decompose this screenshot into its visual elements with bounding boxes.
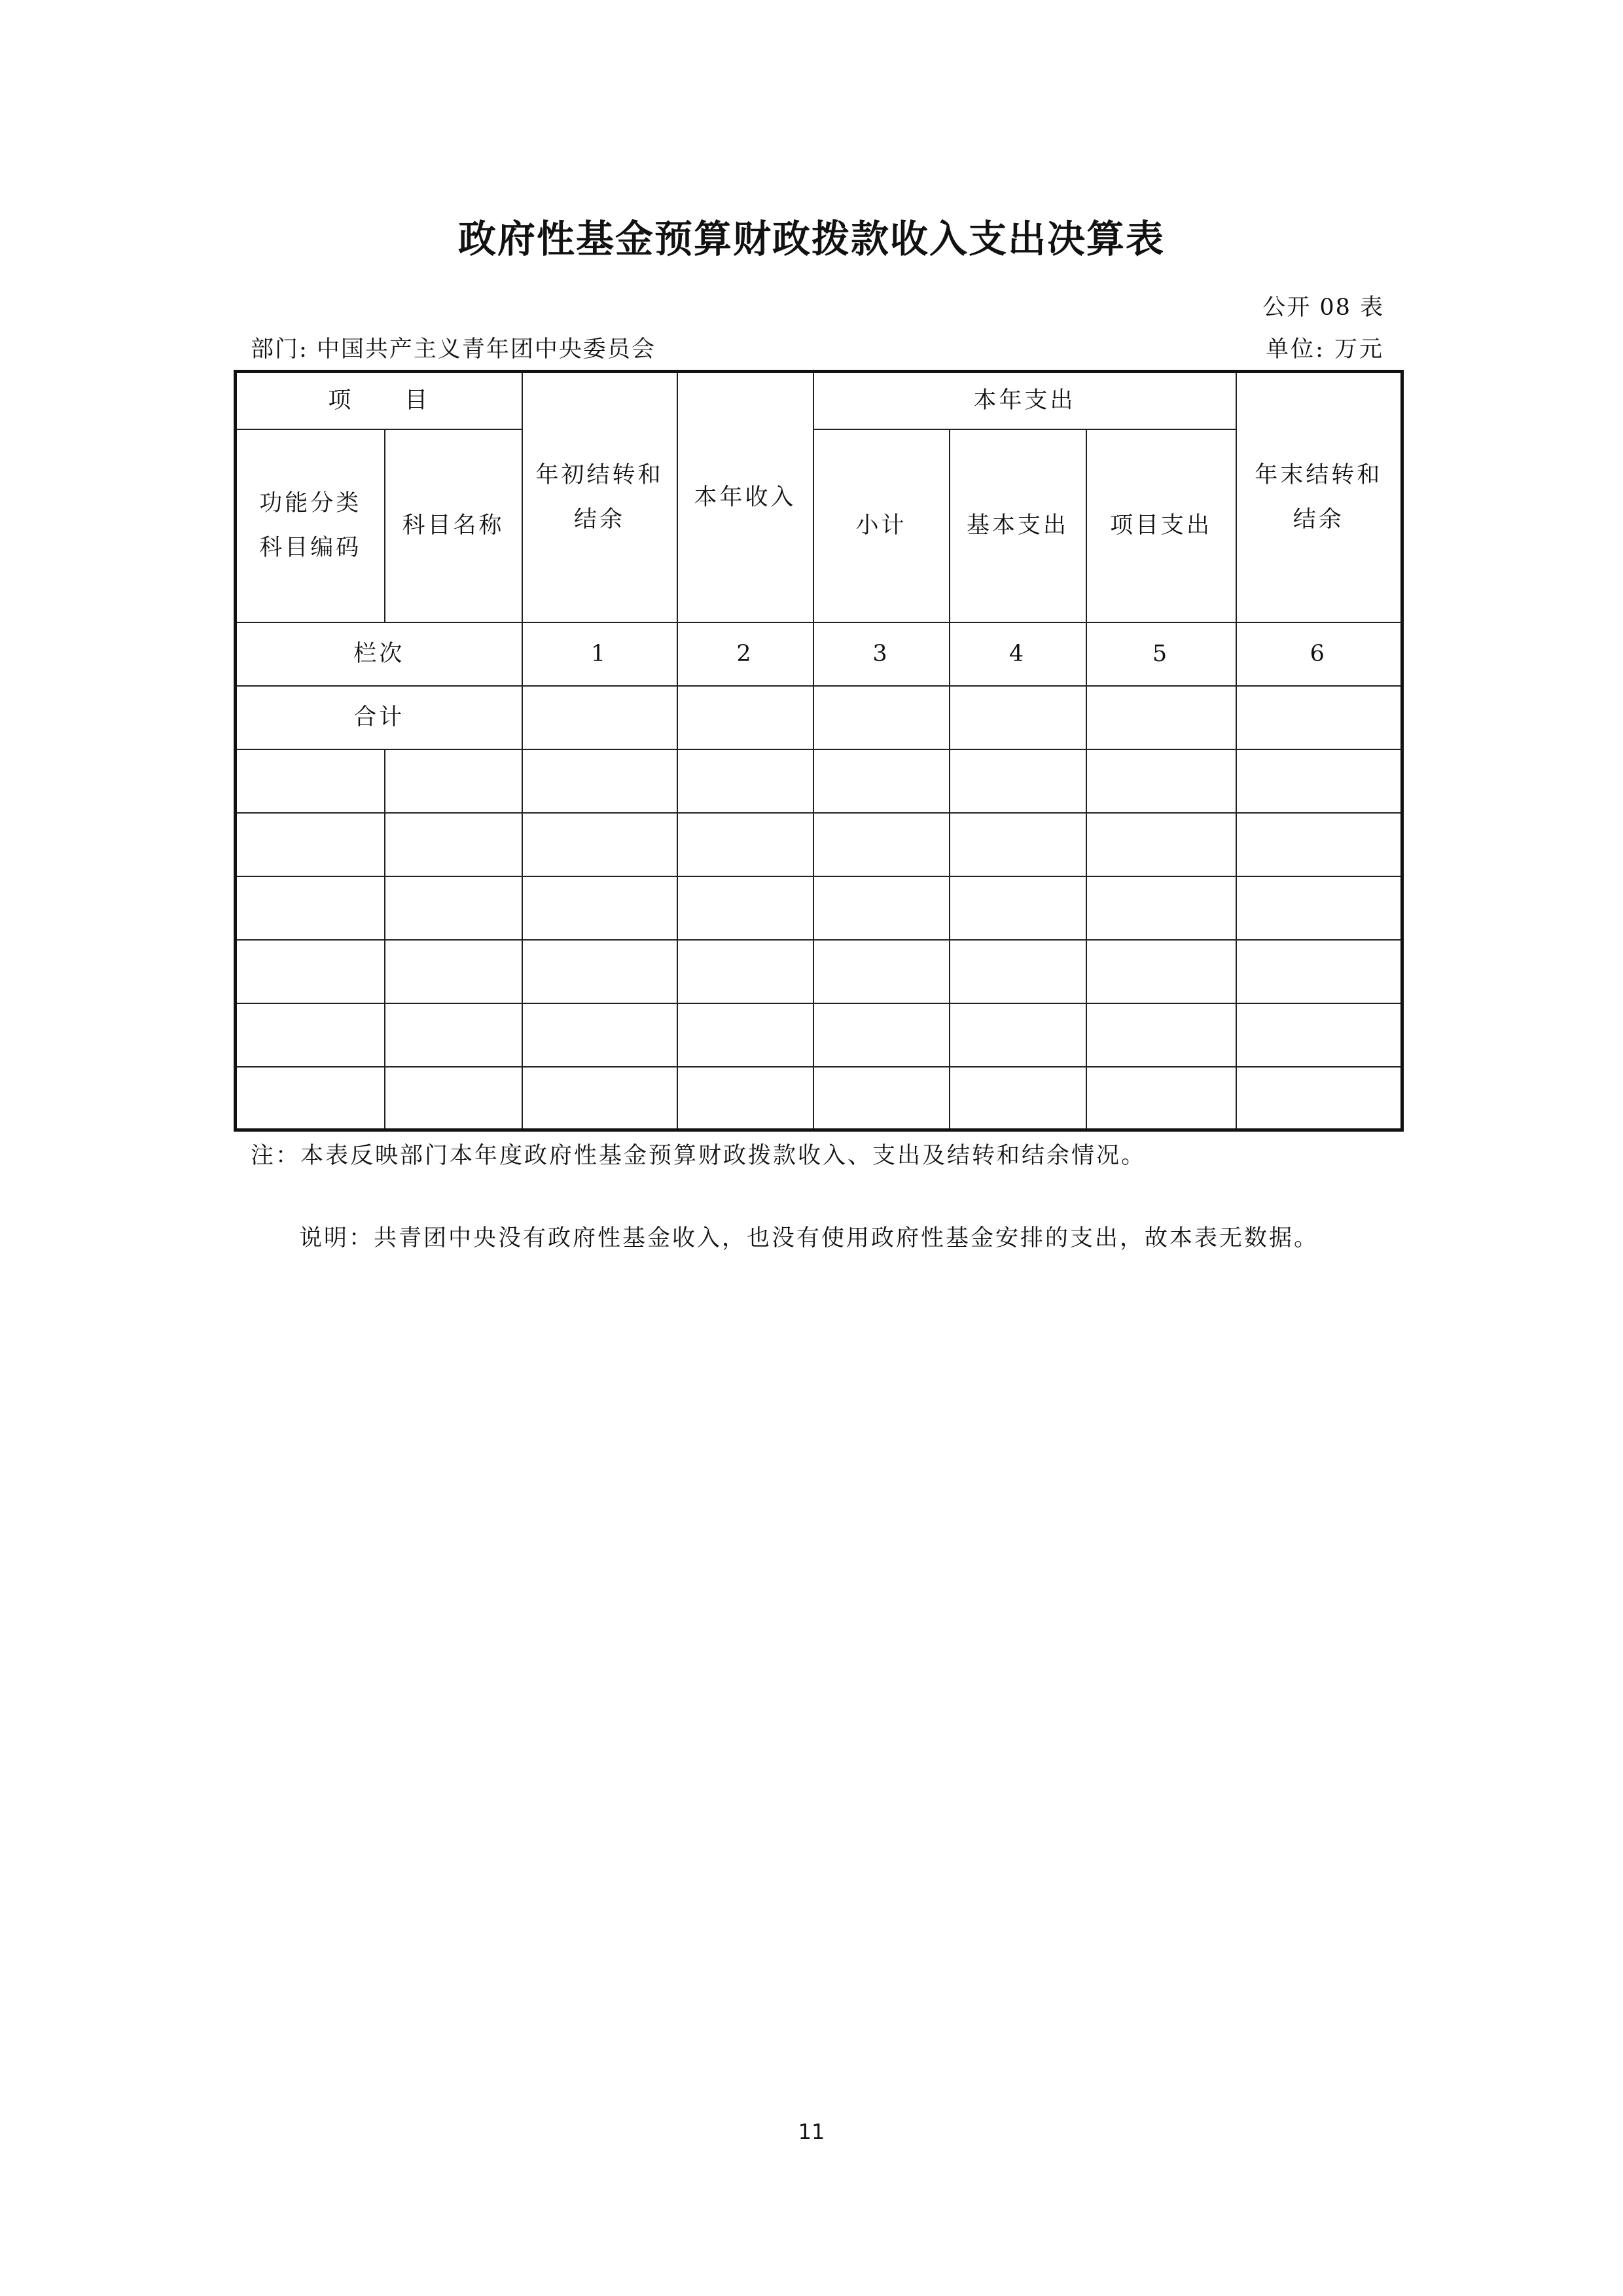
table-cell xyxy=(522,813,677,876)
table-cell xyxy=(677,813,813,876)
table-cell xyxy=(813,940,950,1003)
header-basic-expense: 基本支出 xyxy=(950,429,1086,622)
column-number-6: 6 xyxy=(1236,622,1402,686)
table-cell xyxy=(236,1003,385,1067)
table-cell xyxy=(522,1003,677,1067)
total-cell xyxy=(1236,686,1402,749)
table-cell xyxy=(522,1067,677,1130)
table-row xyxy=(236,940,1402,1003)
total-label: 合计 xyxy=(236,686,522,749)
header-annual-expense: 本年支出 xyxy=(813,372,1236,429)
table-row xyxy=(236,1003,1402,1067)
table-row xyxy=(236,1067,1402,1130)
table-cell xyxy=(950,940,1086,1003)
table-cell xyxy=(813,1067,950,1130)
table-cell xyxy=(950,876,1086,940)
column-number-2: 2 xyxy=(677,622,813,686)
total-cell xyxy=(950,686,1086,749)
header-closing-balance: 年末结转和 结余 xyxy=(1236,372,1402,622)
table-cell xyxy=(385,876,522,940)
header-item: 项 目 xyxy=(236,372,522,429)
table-cell xyxy=(1236,813,1402,876)
header-function-code: 功能分类 科目编码 xyxy=(236,429,385,622)
table-cell xyxy=(1236,1067,1402,1130)
table-cell xyxy=(950,749,1086,813)
table-cell xyxy=(522,749,677,813)
table-cell xyxy=(950,813,1086,876)
column-number-1: 1 xyxy=(522,622,677,686)
table-cell xyxy=(1086,1003,1236,1067)
table-cell xyxy=(1086,749,1236,813)
table-cell xyxy=(677,1003,813,1067)
table-cell xyxy=(236,1067,385,1130)
table-cell xyxy=(813,876,950,940)
header-annual-income: 本年收入 xyxy=(677,372,813,622)
table-cell xyxy=(522,876,677,940)
table-cell xyxy=(385,813,522,876)
page-title: 政府性基金预算财政拨款收入支出决算表 xyxy=(457,217,1165,261)
total-cell xyxy=(677,686,813,749)
table-cell xyxy=(677,876,813,940)
table-cell xyxy=(813,749,950,813)
header-opening-balance: 年初结转和 结余 xyxy=(522,372,677,622)
table-row xyxy=(236,813,1402,876)
table-cell xyxy=(385,940,522,1003)
table-note: 注：本表反映部门本年度政府性基金预算财政拨款收入、支出及结转和结余情况。 xyxy=(251,1143,1147,1169)
table-cell xyxy=(522,940,677,1003)
table-cell xyxy=(1086,940,1236,1003)
header-project-expense: 项目支出 xyxy=(1086,429,1236,622)
table-cell xyxy=(1236,1003,1402,1067)
table-cell xyxy=(236,876,385,940)
total-cell xyxy=(522,686,677,749)
table-cell xyxy=(813,813,950,876)
department-label: 部门: 中国共产主义青年团中央委员会 xyxy=(251,336,656,363)
table-row xyxy=(236,749,1402,813)
explanation-text: 说明：共青团中央没有政府性基金收入，也没有使用政府性基金安排的支出，故本表无数据。 xyxy=(299,1225,1319,1251)
table-cell xyxy=(236,940,385,1003)
table-cell xyxy=(677,749,813,813)
table-cell xyxy=(950,1003,1086,1067)
table-cell xyxy=(385,749,522,813)
table-cell xyxy=(1086,876,1236,940)
total-cell xyxy=(1086,686,1236,749)
table-cell xyxy=(236,813,385,876)
table-cell xyxy=(677,1067,813,1130)
column-number-5: 5 xyxy=(1086,622,1236,686)
column-number-4: 4 xyxy=(950,622,1086,686)
total-cell xyxy=(813,686,950,749)
table-cell xyxy=(1236,749,1402,813)
page-number: 11 xyxy=(798,2119,825,2144)
table-cell xyxy=(385,1067,522,1130)
table-row xyxy=(236,876,1402,940)
table-cell xyxy=(1086,1067,1236,1130)
table-cell xyxy=(1086,813,1236,876)
table-cell xyxy=(950,1067,1086,1130)
fund-budget-table xyxy=(234,370,1404,1132)
unit-label: 单位: 万元 xyxy=(1266,336,1384,363)
form-number: 公开 08 表 xyxy=(1262,295,1384,321)
table-cell xyxy=(1236,940,1402,1003)
header-subject-name: 科目名称 xyxy=(385,429,522,622)
table-cell xyxy=(236,749,385,813)
table-cell xyxy=(385,1003,522,1067)
table-cell xyxy=(677,940,813,1003)
table-cell xyxy=(1236,876,1402,940)
column-number-3: 3 xyxy=(813,622,950,686)
header-subtotal: 小计 xyxy=(813,429,950,622)
table-cell xyxy=(813,1003,950,1067)
column-index-label: 栏次 xyxy=(236,622,522,686)
